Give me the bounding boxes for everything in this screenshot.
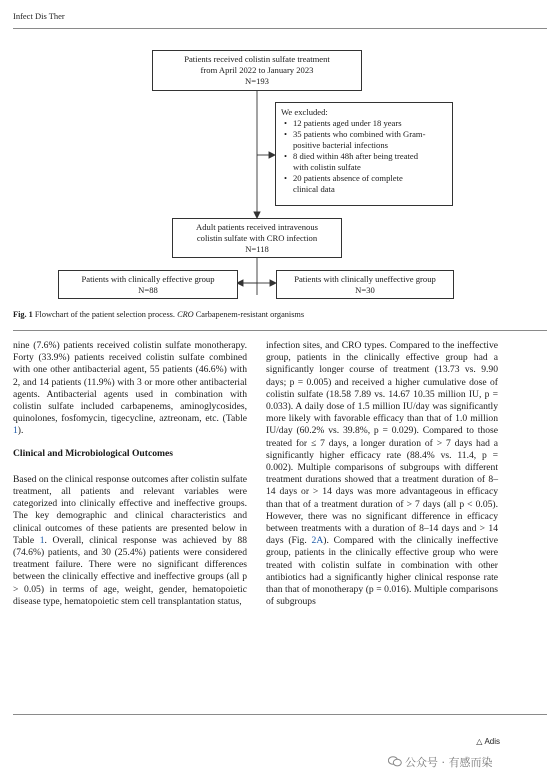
figure-reference-link[interactable]: 2A [311, 535, 324, 547]
section-heading: Clinical and Microbiological Outcomes [13, 447, 173, 459]
left-column [13, 340, 247, 608]
excluded-item: • 12 patients aged under 18 years [293, 118, 448, 129]
caption-abbr-text: Carbapenem-resistant organisms [193, 310, 305, 319]
flowchart-line: N=88 [138, 285, 158, 295]
wechat-icon [388, 756, 402, 767]
flowchart-box-effective [58, 270, 238, 299]
publisher-name: Adis [484, 737, 500, 746]
paragraph: Based on the clinical response outcomes after colistin sulfate treatment, all patients and relevant variables were categorized into clinically effective and ineffective groups. The key demographic and clinical characteristics and clinical outcomes of these patients are presented below in Table 1. Overall, clinical response was achieved by 88 (74.6%) patients, and 30 (25.4%) patients were considered treatment failure. There were no significant differences between the clinically effective and ineffective groups (all p > 0.05) in terms of age, weight, gender, hematopoietic disease type, hematopoietic stem cell transplantation status, [13, 473, 247, 607]
flowchart-line: N=118 [245, 244, 269, 254]
figure-label: Fig. 1 [13, 310, 33, 319]
flowchart-line: Patients received colistin sulfate treatment [184, 54, 330, 64]
publisher-triangle-icon: △ [476, 737, 483, 746]
flowchart-line: Patients with clinically effective group [81, 274, 215, 284]
flowchart-box-included [172, 218, 342, 258]
figure-caption [13, 310, 304, 319]
flowchart-line: Patients with clinically uneffective group [294, 274, 436, 284]
flowchart-line: N=193 [245, 76, 269, 86]
excluded-item: • 20 patients absence of complete clinical data [293, 173, 448, 195]
paragraph: infection sites, and CRO types. Compared to the ineffective group, patients in the clinically effective group had a significantly longer course of treatment (13.73 vs. 9.90 days; p = 0.005) and received a higher cumulative dose of colistin sulfate (18.58 7.89 vs. 14.67 10.35 million IU, p = 0.033). A daily dose of 1.5 million IU/day was significantly more likely with favorable efficacy than that of 1.0 million IU/day (60.2% vs. 39.8%, p = 0.029). Compared to those treated for ≤ 7 days, a longer duration of > 7 days had a significantly higher efficacy rate (88.4% vs. 11.4, p = 0.002). Multiple comparisons of subgroups with different treatment durations showed that a treatment duration of 8–14 days or > 14 days was more advantageous in efficacy than that of a treatment duration of > 7 days (all p < 0.05). However, there was no significant difference in efficacy between treatments with a duration of 8–14 days and > 14 days (Fig. 2A). Compared with the clinically ineffective group, patients in the clinically effective group who were treated with colistin sulfate in combination with other antibiotics had a significantly higher clinical response rate than that of monotherapy (p = 0.016). Multiple comparisons of subgroups [266, 340, 498, 608]
table-reference-link[interactable]: 1 [13, 425, 18, 437]
caption-abbr: CRO [177, 310, 194, 319]
caption-rule [13, 330, 547, 331]
journal-header: Infect Dis Ther [13, 11, 65, 21]
flowchart-box-excluded [275, 102, 453, 206]
caption-text: Flowchart of the patient selection process. [32, 310, 178, 319]
watermark [388, 754, 493, 770]
flowchart-box-initial [152, 50, 362, 91]
footer-rule [13, 714, 547, 715]
excluded-list [281, 118, 448, 195]
flowchart-line: colistin sulfate with CRO infection [196, 233, 318, 243]
excluded-item: • 8 died within 48h after being treated with colistin sulfate [293, 151, 448, 173]
table-reference-link[interactable]: 1 [39, 534, 45, 546]
excluded-item: • 35 patients who combined with Gram- positive bacterial infections [293, 129, 448, 151]
excluded-title: We excluded: [281, 107, 328, 117]
flowchart-line: from April 2022 to January 2023 [200, 65, 314, 75]
publisher-logo [476, 737, 500, 746]
watermark-text: 公众号 · 有感而染 [405, 756, 493, 769]
paragraph: nine (7.6%) patients received colistin sulfate monotherapy. Forty (33.9%) patients received colistin sulfate combined with one other antibacterial agent, 55 patients (46.6%) with 2, and 14 patients (11.9%) with 3 or more other antibacterial agents. Antibacterial agents used in combination with colistin sulfate included carbapenems, aminoglycosides, quinolones, fosfomycin, tigecycline, aztreonam, etc. (Table 1). [13, 340, 247, 437]
flowchart-line: N=30 [355, 285, 375, 295]
flowchart-box-ineffective [276, 270, 454, 299]
right-column [266, 340, 498, 608]
flowchart-line: Adult patients received intravenous [196, 222, 318, 232]
